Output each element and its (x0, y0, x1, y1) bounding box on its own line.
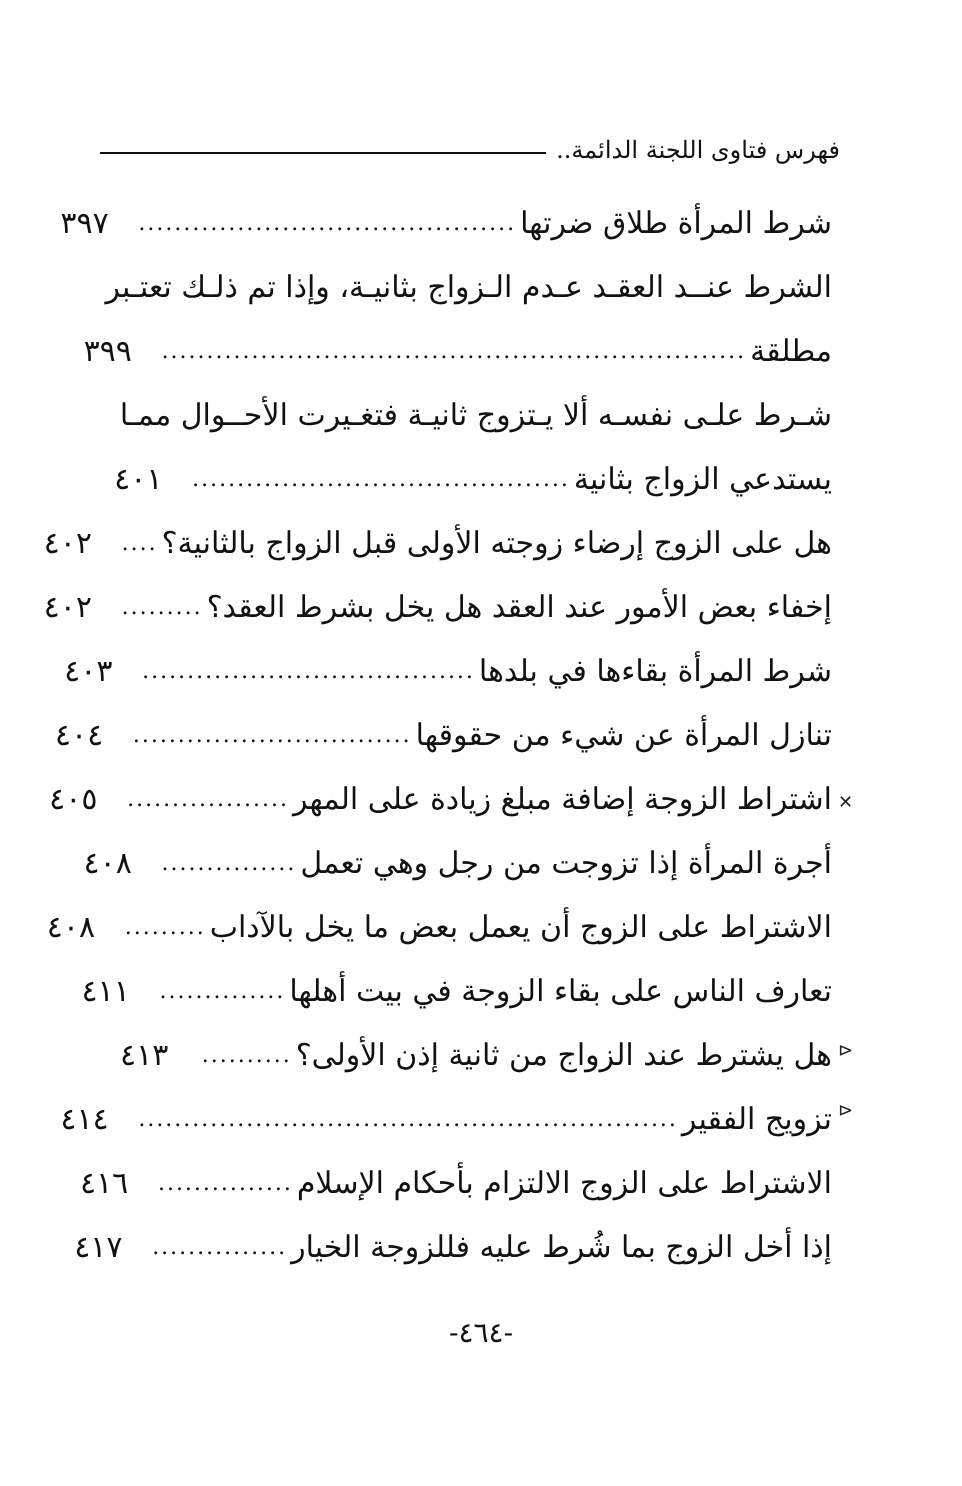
toc-entry (43, 508, 832, 572)
toc-entry-title: الشرط عنــد العقـد عـدم الـزواج بثانيـة، وإذا تم ذلـك تعتـبر (105, 270, 832, 305)
toc-entry (54, 700, 832, 764)
toc-entry-title: هل على الزوج إرضاء زوجته الأولى قبل الزواج بالثانية؟ (161, 526, 832, 561)
toc-page-number: ٤٠٨ (83, 846, 132, 881)
toc-leader-dots: ............... (152, 1235, 288, 1260)
toc-entry-title: شرط المرأة طلاق ضرتها (520, 206, 832, 241)
toc-entry-title: اشتراط الزوجة إضافة مبلغ زيادة على المهر (292, 782, 832, 817)
header-rule (100, 152, 546, 154)
toc-leader-dots: ......... (121, 595, 203, 620)
toc-leader-dots: ......... (124, 915, 206, 940)
toc-entry-title: تنازل المرأة عن شيء من حقوقها (415, 718, 832, 753)
toc-page-number: ٣٩٩ (83, 334, 132, 369)
margin-mark-icon: ✕ (838, 792, 854, 813)
toc-page-number: ٣٩٧ (60, 206, 109, 241)
page-number: -٤٦٤- (448, 1316, 514, 1349)
toc-entry (114, 444, 832, 508)
toc-page-number: ٤٠١ (114, 462, 163, 497)
toc-leader-dots: .......................................... (192, 467, 570, 492)
toc-entry-title: مطلقة (750, 334, 832, 369)
toc-leader-dots: ..................................... (142, 659, 475, 684)
toc-leader-dots: .... (121, 531, 158, 556)
toc-entry (81, 956, 832, 1020)
toc-page-number: ٤١٤ (60, 1102, 109, 1137)
toc-page-number: ٤٠٤ (54, 718, 104, 753)
toc-page-number: ٤١١ (81, 974, 130, 1009)
toc-page-number: ٤٠٥ (49, 782, 98, 817)
margin-mark-icon: ⊳ (838, 1040, 854, 1061)
toc-entry-title: شرط المرأة بقاءها في بلدها (478, 654, 832, 689)
toc-leader-dots: .............. (159, 979, 286, 1004)
toc-page-number: ٤١٦ (79, 1166, 129, 1201)
toc-page-number: ٤٠٣ (64, 654, 113, 689)
table-of-contents (43, 188, 832, 1276)
toc-entry (120, 380, 832, 444)
toc-entry-title: يستدعي الزواج بثانية (573, 462, 832, 497)
toc-entry-title: أجرة المرأة إذا تزوجت من رجل وهي تعمل (300, 846, 832, 881)
margin-mark-icon: ⊳ (838, 1100, 854, 1121)
toc-entry-title: الاشتراط على الزوج الالتزام بأحكام الإسلام (296, 1166, 832, 1201)
toc-entry (79, 1148, 832, 1212)
toc-entry (120, 1020, 832, 1084)
toc-leader-dots: ................................................................. (161, 339, 747, 364)
toc-entry-title: شـرط علـى نفسـه ألا يـتزوج ثانيـة فتغـيرت الأحــوال ممـا (119, 398, 832, 433)
toc-entry (74, 1212, 832, 1276)
toc-entry (83, 828, 832, 892)
toc-leader-dots: ............... (157, 1171, 293, 1196)
toc-entry-title: تعارف الناس على بقاء الزوجة في بيت أهلها (289, 974, 832, 1009)
toc-entry (60, 1084, 832, 1148)
toc-page-number: ٤٠٨ (46, 910, 96, 945)
toc-leader-dots: .......................................... (138, 211, 517, 236)
toc-entry-title: الاشتراط على الزوج أن يعمل بعض ما يخل بالآداب (209, 910, 832, 945)
toc-entry (83, 316, 832, 380)
toc-entry (46, 892, 832, 956)
toc-leader-dots: ............................... (132, 723, 412, 748)
toc-page-number: ٤١٧ (74, 1230, 123, 1265)
toc-entry (60, 188, 832, 252)
toc-entry-title: هل يشترط عند الزواج من ثانية إذن الأولى؟ (295, 1038, 832, 1073)
toc-entry (105, 252, 832, 316)
toc-entry-title: إخفاء بعض الأمور عند العقد هل يخل بشرط العقد؟ (206, 590, 832, 625)
toc-leader-dots: ............... (161, 851, 297, 876)
toc-leader-dots: .......... (201, 1043, 292, 1068)
toc-page-number: ٤٠٢ (43, 590, 92, 625)
toc-entry (64, 636, 832, 700)
toc-page-number: ٤٠٢ (43, 526, 92, 561)
toc-entry-title: إذا أخل الزوج بما شُرط عليه فللزوجة الخيار (291, 1230, 832, 1265)
running-header (100, 128, 840, 172)
toc-leader-dots: .................. (127, 787, 289, 812)
toc-entry (49, 764, 832, 828)
toc-page-number: ٤١٣ (120, 1038, 169, 1073)
header-title: فهرس فتاوى اللجنة الدائمة.. (556, 136, 840, 164)
toc-leader-dots: ............................................................ (138, 1107, 678, 1132)
toc-entry (43, 572, 832, 636)
toc-entry-title: تزويج الفقير (681, 1102, 832, 1137)
